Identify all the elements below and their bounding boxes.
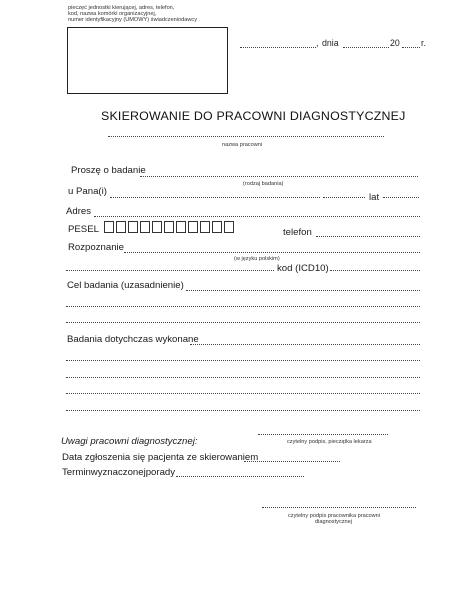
- appointment-date-label: Terminwyznaczonejporady: [62, 467, 176, 478]
- pesel-digit-box[interactable]: [224, 221, 234, 233]
- appointment-date-line[interactable]: [176, 476, 304, 477]
- pesel-digit-box[interactable]: [104, 221, 114, 233]
- date-year-line[interactable]: [402, 47, 420, 48]
- date-year-prefix: 20: [390, 38, 400, 48]
- age-label: lat: [369, 192, 380, 203]
- previous-exams-line-2[interactable]: [66, 360, 420, 361]
- pesel-digit-box[interactable]: [164, 221, 174, 233]
- previous-exams-line-5[interactable]: [66, 410, 420, 411]
- lab-worker-caption-2: diagnostycznej: [315, 519, 353, 525]
- previous-exams-label: Badania dotychczas wykonane: [67, 334, 199, 345]
- diagnosis-language-caption: (w języku polskim): [234, 256, 280, 262]
- date-place-line[interactable]: [240, 47, 316, 48]
- address-label: Adres: [66, 206, 92, 217]
- exam-purpose-label: Cel badania (uzasadnienie): [67, 280, 184, 291]
- doctor-signature-caption: czytelny podpis, pieczątka lekarza: [287, 439, 372, 445]
- lab-name-caption: nazwa pracowni: [222, 142, 263, 148]
- form-title: SKIEROWANIE DO PRACOWNI DIAGNOSTYCZNEJ: [101, 109, 406, 123]
- phone-line[interactable]: [316, 236, 420, 237]
- doctor-signature-line[interactable]: [258, 434, 388, 435]
- date-dnia-label: dnia: [322, 38, 339, 48]
- pesel-digit-box[interactable]: [188, 221, 198, 233]
- stamp-box[interactable]: [67, 27, 228, 94]
- pesel-digit-box[interactable]: [176, 221, 186, 233]
- lab-worker-caption-1: czytelny podpis pracownika pracowni: [288, 513, 381, 519]
- address-line[interactable]: [94, 216, 420, 217]
- exam-type-caption: (rodzaj badania): [243, 181, 284, 187]
- pesel-digit-box[interactable]: [140, 221, 150, 233]
- patient-age-line[interactable]: [323, 197, 365, 198]
- previous-exams-line-4[interactable]: [66, 393, 420, 394]
- exam-purpose-line-1[interactable]: [186, 290, 420, 291]
- registration-date-label: Data zgłoszenia się pacjenta ze skierowaniem: [62, 452, 259, 463]
- lab-notes-label: Uwagi pracowni diagnostycznej:: [61, 436, 198, 447]
- pesel-digit-box[interactable]: [116, 221, 126, 233]
- diagnosis-line-2[interactable]: [66, 270, 274, 271]
- date-day-line[interactable]: [343, 47, 389, 48]
- exam-purpose-line-3[interactable]: [66, 322, 420, 323]
- registration-date-line[interactable]: [244, 461, 340, 462]
- pesel-digit-box[interactable]: [128, 221, 138, 233]
- diagnosis-line[interactable]: [124, 252, 420, 253]
- date-comma: ,: [316, 38, 319, 48]
- pesel-digit-box[interactable]: [152, 221, 162, 233]
- age-tail-line: [383, 197, 419, 198]
- patient-name-label: u Pana(i): [68, 186, 107, 197]
- stamp-caption-line-3: numer identyfikacyjny (UMOWY) świadczeniodawcy: [68, 17, 198, 23]
- exam-request-label: Proszę o badanie: [71, 165, 146, 176]
- lab-name-line[interactable]: [108, 136, 384, 137]
- pesel-input-boxes[interactable]: [104, 221, 236, 233]
- pesel-digit-box[interactable]: [212, 221, 222, 233]
- date-r-label: r.: [421, 38, 426, 48]
- previous-exams-line-1[interactable]: [190, 344, 420, 345]
- stamp-caption-line-1: pieczęć jednostki kierującej, adres, telefon,: [68, 5, 175, 11]
- icd10-code-line[interactable]: [330, 270, 420, 271]
- pesel-digit-box[interactable]: [200, 221, 210, 233]
- previous-exams-line-3[interactable]: [66, 377, 420, 378]
- diagnosis-label: Rozpoznanie: [68, 242, 125, 253]
- patient-name-line[interactable]: [110, 197, 320, 198]
- pesel-label: PESEL: [68, 224, 99, 235]
- exam-purpose-line-2[interactable]: [66, 306, 420, 307]
- icd10-code-label: kod (ICD10): [277, 263, 329, 274]
- phone-label: telefon: [283, 227, 312, 238]
- lab-worker-signature-line[interactable]: [262, 507, 416, 508]
- exam-type-line[interactable]: [140, 176, 418, 177]
- stamp-caption-line-2: kod, nazwa komórki organizacyjnej,: [68, 11, 157, 17]
